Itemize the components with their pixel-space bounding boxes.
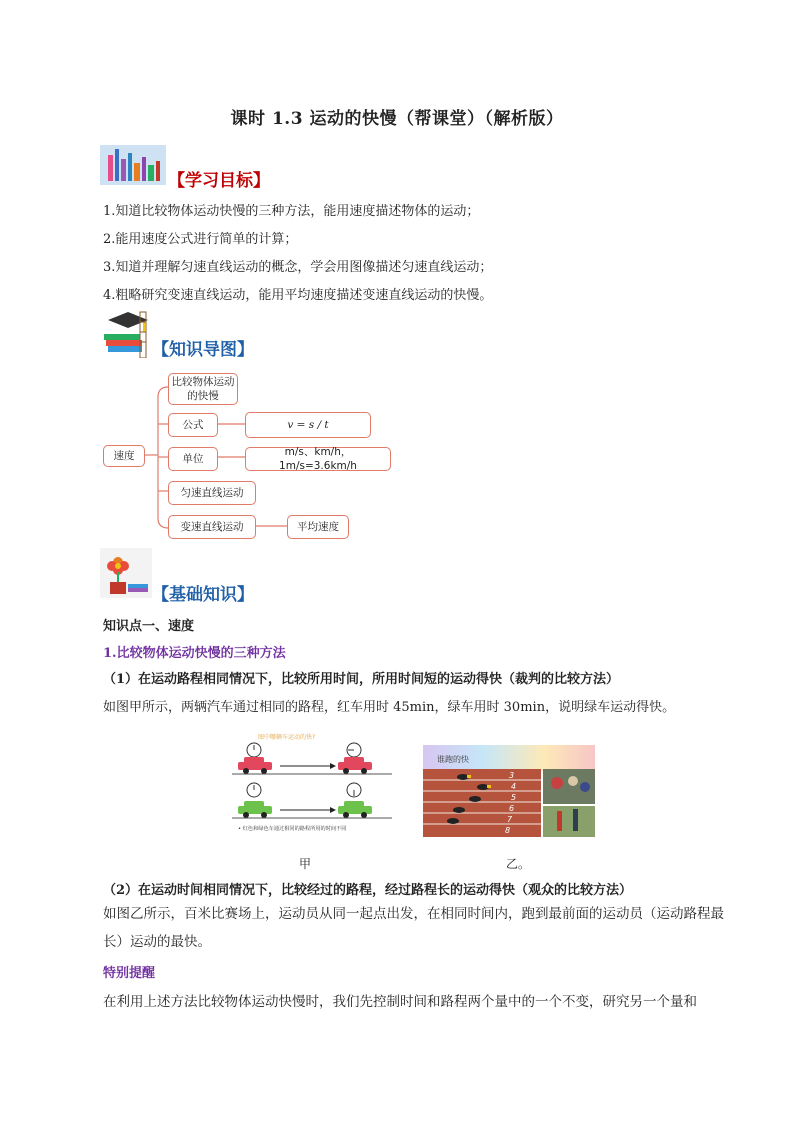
mindmap-formula-box (245, 412, 371, 438)
mindmap-heading: 【知识导图】 (152, 340, 254, 360)
objectives-section-icon (100, 145, 166, 189)
lane-number: 7 (507, 815, 513, 824)
tip-heading: 特别提醒 (103, 966, 156, 981)
mindmap-node-uniform: 匀速直线运动 (168, 481, 256, 505)
mindmap-unit-box: m/s、km/h，1m/s=3.6km/h (245, 447, 391, 471)
figure-label-jia: 甲 (299, 857, 312, 871)
mindmap-node-average: 平均速度 (287, 515, 349, 539)
formula-text: v = s / t (287, 419, 329, 431)
mindmap-node-unit: 单位 (168, 447, 218, 471)
tip-text: 在利用上述方法比较物体运动快慢时，我们先控制时间和路程两个量中的一个不变，研究另一个量和 (103, 994, 697, 1010)
figure-race (423, 745, 595, 837)
lane-number: 6 (509, 804, 515, 813)
lane-number: 5 (511, 793, 517, 802)
objective-item: 1.知道比较物体运动快慢的三种方法，能用速度描述物体的运动； (103, 204, 480, 219)
method-2: （2）在运动时间相同情况下，比较经过的路程，经过路程长的运动得快（观众的比较方法） (103, 883, 633, 898)
objective-item: 2.能用速度公式进行简单的计算； (103, 232, 298, 247)
mindmap-node-formula: 公式 (168, 413, 218, 437)
figure-cars (232, 730, 392, 836)
figure-race-title: 谁跑的快 (437, 755, 469, 764)
figure-cars-caption: • 红色和绿色车通过相同的路程所用的时间不同 (238, 826, 347, 832)
mindmap-node-compare: 比较物体运动的快慢 (168, 373, 238, 405)
knowledge-point-title: 知识点一、速度 (103, 619, 195, 634)
mindmap-root-speed: 速度 (103, 445, 145, 467)
figure-label-yi: 乙。 (506, 857, 531, 871)
objectives-heading: 【学习目标】 (168, 171, 270, 191)
objective-item: 4.粗略研究变速直线运动，能用平均速度描述变速直线运动的快慢。 (103, 288, 493, 303)
paragraph-1: 如图甲所示，两辆汽车通过相同的路程，红车用时 45min，绿车用时 30min，说明绿车运动得快。 (103, 700, 676, 715)
subsection-title: 1.比较物体运动快慢的三种方法 (103, 646, 286, 661)
method-1: （1）在运动路程相同情况下，比较所用时间，所用时间短的运动得快（裁判的比较方法） (103, 672, 620, 687)
figure-cars-title: 图中哪辆车运动的快? (258, 734, 316, 741)
books-icon (100, 310, 152, 362)
lane-number: 3 (509, 771, 515, 780)
lane-number: 4 (511, 782, 517, 791)
mindmap-node-variable: 变速直线运动 (168, 515, 256, 539)
flower-icon (100, 548, 152, 602)
basics-heading: 【基础知识】 (152, 585, 254, 605)
page-title: 课时 1.3 运动的快慢（帮课堂）（解析版） (230, 109, 564, 129)
paragraph-2: 如图乙所示，百米比赛场上，运动员从同一起点出发，在相同时间内，跑到最前面的运动员（运动路程最长）运动的最快。 (103, 906, 724, 950)
lane-number: 8 (505, 826, 511, 835)
objective-item: 3.知道并理解匀速直线运动的概念，学会用图像描述匀速直线运动； (103, 260, 493, 275)
